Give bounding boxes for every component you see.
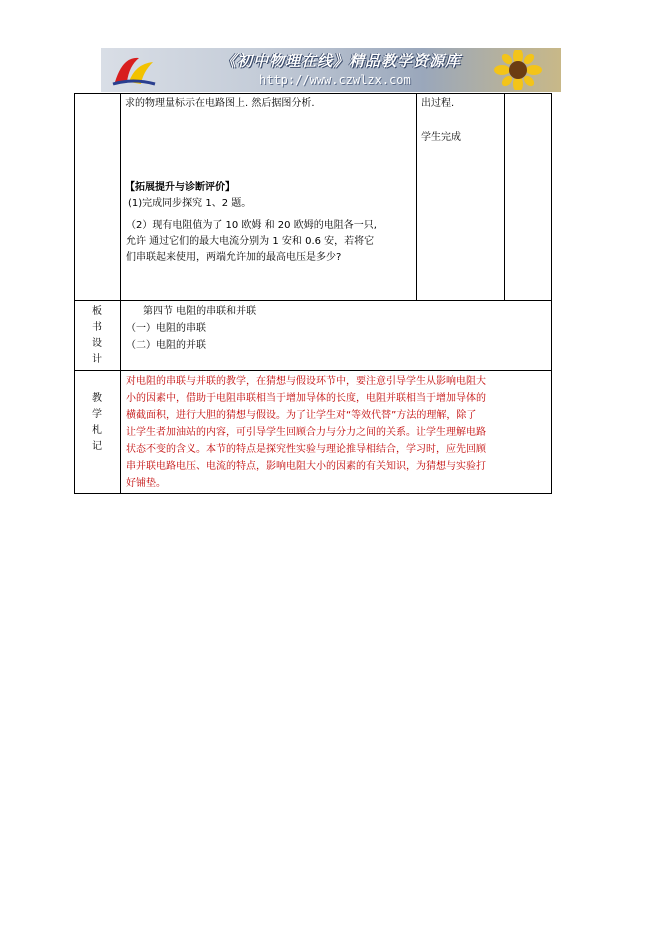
side-note-1: 出过程.: [421, 98, 455, 109]
banner-url[interactable]: http://www.czwlzx.com: [259, 73, 411, 87]
notes-line-1: 对电阻的串联与并联的教学，在猜想与假设环节中，要注意引导学生从影响电阻大: [126, 376, 486, 387]
row-divider-1: [74, 300, 552, 301]
banner-title: 《初中物理在线》精品教学资源库: [221, 52, 462, 70]
notes-line-4: 让学生者加油站的内容，可引导学生回顾合力与分力之间的关系。让学生理解电路: [126, 427, 486, 438]
logo-icon: [109, 52, 159, 88]
exercise-item-2-line3: 们串联起来使用，两端允许加的最高电压是多少?: [126, 252, 342, 263]
intro-line: 求的物理量标示在电路图上. 然后据图分析.: [125, 98, 315, 109]
notes-label: 教 学 札 记: [92, 393, 102, 452]
notes-line-2: 小的因素中，借助于电阻串联相当于增加导体的长度，电阻并联相当于增加导体的: [126, 393, 486, 404]
exercise-item-2-line2: 允许 通过它们的最大电流分别为 1 安和 0.6 安，若将它: [126, 236, 375, 247]
board-point-1: （一）电阻的串联: [126, 323, 206, 334]
table-border-bottom: [74, 493, 552, 494]
board-point-2: （二）电阻的并联: [126, 340, 206, 351]
table-border-right: [551, 93, 552, 494]
exercise-item-2-line1: （2）现有电阻值为了 10 欧姆 和 20 欧姆的电阻各一只,: [126, 220, 377, 231]
row-divider-2: [74, 370, 552, 371]
table-border-top: [74, 93, 552, 94]
col-divider-1: [120, 93, 121, 494]
exercise-item-1: (1)完成同步探究 1、2 题。: [128, 198, 252, 209]
section-heading: 【拓展提升与诊断评价】: [125, 182, 235, 193]
side-note-2: 学生完成: [421, 132, 461, 143]
sunflower-icon: [489, 50, 547, 90]
header-banner: [101, 48, 561, 92]
board-title: 第四节 电阻的串联和并联: [143, 306, 257, 317]
col-divider-3: [504, 93, 505, 301]
notes-line-3: 横截面积，进行大胆的猜想与假设。为了让学生对“等效代替”方法的理解，除了: [126, 410, 477, 421]
col-divider-2: [416, 93, 417, 301]
notes-line-6: 串并联电路电压、电流的特点，影响电阻大小的因素的有关知识，为猜想与实验打: [126, 461, 486, 472]
notes-line-5: 状态不变的含义。本节的特点是探究性实验与理论推导相结合，学习时，应先回顾: [126, 444, 486, 455]
table-border-left: [74, 93, 75, 494]
board-label: 板 书 设 计: [92, 306, 102, 365]
notes-line-7: 好铺垫。: [126, 478, 166, 489]
